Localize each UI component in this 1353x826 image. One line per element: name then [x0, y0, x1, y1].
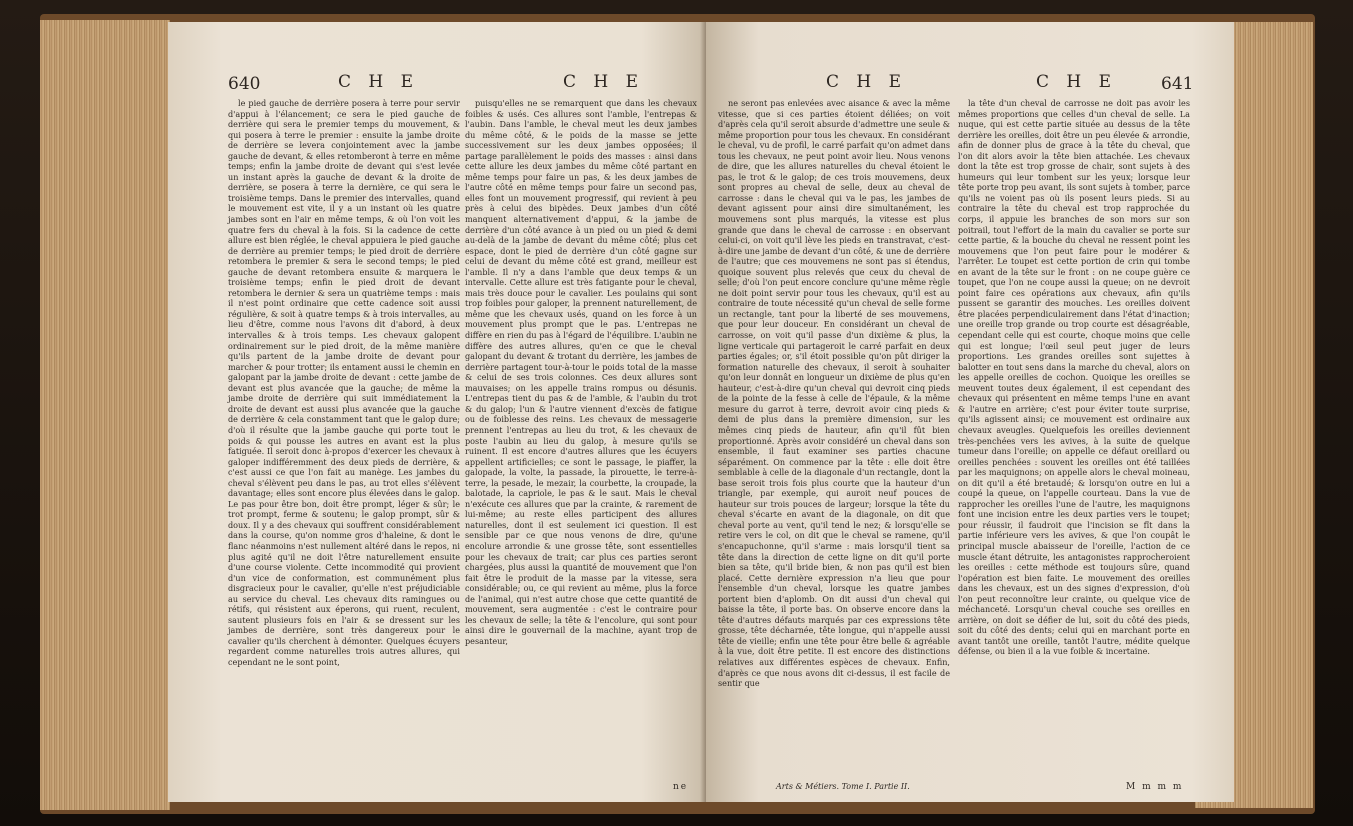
- running-head-right-b: C H E: [1036, 72, 1118, 92]
- left-page-edges: [40, 20, 170, 810]
- column-text: puisqu'elles ne se remarquent que dans les chevaux foibles & usés. Ces allures sont l'amble, l'entrepas & l'aubin. Dans l'amble, le cheval meut les deux jambes du même côté, & le poids de la masse se jette successivement sur les deux jambes opposées; il partage parallèlement le poids des masses : ainsi dans cette allure les deux jambes du même côté partant en même temps pour faire un pas, & les deux jambes de l'autre côté en même temps pour faire un second pas, elles font un mouvement progressif, qui revient à peu près à celui des bipèdes. Deux jambes d'un côté manquent alternativement d'appui, & la jambe de derrière d'un côté avance à un pied ou un pied & demi au-delà de la jambe de devant du même côté; plus cet espace, dont le pied de derrière d'un côté gagne sur celui de devant du même côté est grand, meilleur est l'amble. Il n'y a dans l'amble que deux temps & un intervalle. Cette allure est très fatigante pour le cheval, mais très douce pour le cavalier. Les poulains qui sont trop foibles pour galoper, la prennent naturellement, de même que les chevaux usés, quand on les force à un mouvement plus prompt que le pas. L'entrepas ne diffère en rien du pas à l'égard de l'équilibre. L'aubin ne diffère des autres allures, qu'en ce que le cheval galopant du devant & trotant du derrière, les jambes de derrière partagent tour-à-tour le poids total de la masse & celui de ses trois colonnes. Ces deux allures sont mauvaises; on les appelle trains rompus ou désunis. L'entrepas tient du pas & de l'amble, & l'aubin du trot & du galop; l'un & l'autre viennent d'excès de fatigue ou de foiblesse des reins. Les chevaux de messagerie prennent l'entrepas au lieu du trot, & les chevaux de poste l'aubin au lieu du galop, à mesure qu'ils se ruinent. Il est encore d'autres allures que les écuyers appellent artificielles; ce sont le passage, le piaffer, la galopade, la volte, la passade, la pirouette, le terre-à-terre, la pesade, le mezair, la courbette, la croupade, la balotade, la capriole, le pas & le saut. Mais le cheval n'exécute ces allures que par la crainte, & rarement de lui-même; au reste elles participent des allures naturelles, dont il est seulement ici question. Il est sensible par ce que nous venons de dire, qu'une encolure arrondie & une grosse tête, sont essentielles pour les chevaux de trait; car plus ces parties seront chargées, plus aussi la quantité de mouvement que l'on fait être le produit de la masse par la vitesse, sera considérable; ou, ce qui revient au même, plus la force de l'animal, qui n'est autre chose que cette quantité de mouvement, sera augmentée : c'est le contraire pour les chevaux de selle; la tête & l'encolure, qui sont pour ainsi dire le gouvernail de la machine, ayant trop de pesanteur,: [465, 98, 697, 646]
- text-column-right-a: [718, 98, 950, 689]
- running-head-right-a: C H E: [826, 72, 908, 92]
- catchword: ne: [673, 782, 689, 792]
- text-column-left-a: [228, 98, 460, 668]
- column-text: le pied gauche de derrière posera à terre pour servir d'appui à l'élancement; ce sera le pied gauche de derrière qui sera le premier temps du mouvement, & qui posera à terre le premier : ensuite la jambe droite de derrière se levera conjointement avec la jambe gauche de devant, & elles retomberont à terre en même temps; enfin la jambe droite de devant qui s'est levée un instant après la gauche de devant & la droite de derrière, se posera à terre la dernière, ce qui sera le troisième temps. Dans le premier des intervalles, quand le mouvement est vite, il y a un instant où les quatre jambes sont en l'air en même temps, & où l'on voit les quatre fers du cheval à la fois. Si la cadence de cette allure est bien réglée, le cheval appuiera le pied gauche de derrière au premier temps; le pied droit de derrière retombera le premier & sera le second temps; le pied gauche de devant retombera ensuite & marquera le troisième temps; enfin le pied droit de devant retombera le dernier & sera un quatrième temps : mais il n'est point ordinaire que cette cadence soit aussi régulière, & soit à quatre temps & à trois intervalles, au lieu d'être, comme nous l'avons dit d'abord, à deux intervalles & à trois temps. Les chevaux galopent ordinairement sur le pied droit, de la même manière qu'ils partent de la jambe droite de devant pour marcher & pour trotter; ils entament aussi le chemin en galopant par la jambe droite de devant : cette jambe de devant est plus avancée que la gauche; de même la jambe droite de derrière qui suit immédiatement la droite de devant est aussi plus avancée que la gauche de derrière & cela constamment tant que le galop dure; d'où il résulte que la jambe gauche qui porte tout le poids & qui pousse les autres en avant est la plus fatiguée. Il seroit donc à-propos d'exercer les chevaux à galoper indifféremment des deux pieds de derrière, & c'est aussi ce que l'on fait au manège. Les jambes du cheval s'élèvent peu dans le pas, au trot elles s'élèvent davantage; elles sont encore plus élevées dans le galop. Le pas pour être bon, doit être prompt, léger & sûr; le trot prompt, ferme & soutenu; le galop prompt, sûr & doux. Il y a des chevaux qui souffrent considérablement dans la course, qu'on nomme gros d'haleine, & dont le flanc néanmoins n'est nullement altéré dans le repos, ni plus agité qu'il ne doit l'être naturellement ensuite d'une course violente. Cette incommodité qui provient d'un vice de conformation, est communément plus disgracieux pour le cavalier, qu'elle n'est préjudiciable au service du cheval. Les chevaux dits ramingues ou rétifs, qui résistent aux éperons, qui ruent, reculent, sautent plusieurs fois en l'air & se dressent sur les jambes de derrière, sont très dangereux pour le cavalier qu'ils cherchent à démonter. Quelques écuyers regardent comme naturelles trois autres allures, qui cependant ne le sont point,: [228, 98, 460, 667]
- page-number-left: 640: [228, 74, 261, 94]
- running-head-left-a: C H E: [338, 72, 420, 92]
- left-page: [168, 22, 706, 802]
- text-column-left-b: [465, 98, 697, 646]
- column-text: la tête d'un cheval de carrosse ne doit pas avoir les mêmes proportions que celles d'un cheval de selle. La nuque, qui est cette partie située au dessus de la tête derrière les oreilles, doit être un peu élevée & arrondie, afin de donner plus de grace à la tête du cheval, que l'on dit alors avoir la tête bien attachée. Les chevaux dont la tête est trop grosse de chair, sont sujets à des humeurs qui leur tombent sur les yeux; lorsque leur tête porte trop peu avant, ils sont sujets à tomber, parce qu'ils ne voient pas où ils posent leurs pieds. Si au contraire la tête du cheval est trop rapprochée du corps, il appuie les branches de son mors sur son poitrail, tout l'effort de la main du cavalier se porte sur cette partie, & la bouche du cheval ne ressent point les mouvemens que l'on peut faire pour le modérer & l'arrêter. Le toupet est cette portion de crin qui tombe en avant de la tête sur le front : on ne coupe guère ce toupet, que l'on ne coupe aussi la queue; on ne devroit point faire ces opérations aux chevaux, afin qu'ils pussent se garantir des mouches. Les oreilles doivent être placées perpendiculairement dans l'état d'inaction; une oreille trop grande ou trop courte est désagréable, cependant celle qui est courte, choque moins que celle qui est longue; l'œil seul peut juger de leurs proportions. Les grandes oreilles sont sujettes à balotter en tout sens dans la marche du cheval, alors on les appelle oreilles de cochon. Quoique les oreilles se meuvent toutes deux également, il est cependant des chevaux qui présentent en même temps l'une en avant & l'autre en arrière; c'est pour éviter toute surprise, qu'ils agissent ainsi; ce mouvement est ordinaire aux chevaux aveugles. Quelquefois les oreilles deviennent très-penchées vers les avives, à la suite de quelque tumeur dans l'oreille; on appelle ce défaut oreillard ou oreilles penchées : souvent les oreilles ont été taillées par les maquignons; on appelle alors le cheval moineau, on dit qu'il a été bretaudé; & lorsqu'on outre en lui a coupé la queue, on l'appelle courteau. Dans la vue de rapprocher les oreilles l'une de l'autre, les maquignons font une incision entre les deux parties vers le toupet; pour réussir, il faudroit que l'incision se fît dans la partie inférieure vers les avives, & que l'on coupât le principal muscle abaisseur de l'oreille, l'action de ce muscle étant détruite, les antagonistes rapprocheroient les oreilles : cette méthode est toujours sûre, quand l'opération est bien faite. Le mouvement des oreilles dans les chevaux, est un des signes d'expression, d'où l'on peut reconnoître leur crainte, ou quelque vice de méchanceté. Lorsqu'un cheval couche ses oreilles en arrière, on doit se défier de lui, soit du côté des pieds, soit du côté des dents; celui qui en marchant porte en avant tantôt une oreille, tantôt l'autre, médite quelque défense, ou bien il a la vue foible & incertaine.: [958, 98, 1190, 657]
- page-footer: Arts & Métiers. Tome I. Partie II.: [776, 782, 910, 791]
- column-text: ne seront pas enlevées avec aisance & avec la même vitesse, que si ces parties étoient déliées; on voit d'après cela qu'il seroit absurde d'admettre une seule & même proportion pour tous les chevaux. En considérant le cheval, vu de profil, le carré parfait qu'on admet dans tous les chevaux, ne peut point avoir lieu. Nous venons de dire, que les allures naturelles du cheval étoient le pas, le trot & le galop; de ces trois mouvemens, deux sont propres au cheval de selle, deux au cheval de carrosse : dans le cheval qui va le pas, les jambes de devant agissent pour ainsi dire simultanément, les mouvemens sont plus marqués, la vitesse est plus grande que dans le cheval de carrosse : en observant celui-ci, on voit qu'il lève les pieds en transtravat, c'est-à-dire une jambe de devant d'un côté, & une de derrière de l'autre; que ces mouvemens ne sont pas si étendus, quoique souvent plus relevés que ceux du cheval de selle; d'où l'on peut encore conclure qu'une même règle ne doit point servir pour tous les chevaux, qu'il est au contraire de toute nécessité qu'un cheval de selle forme un rectangle, tant pour la liberté de ses mouvemens, que pour leur douceur. En considérant un cheval de carrosse, on voit qu'il passe d'un dixième & plus, la ligne verticale qui partageroit le carré parfait en deux parties égales; or, s'il étoit possible qu'on pût diriger la formation naturelle des chevaux, il seroit à souhaiter qu'on leur donnât en longueur un dixième de plus qu'en hauteur, c'est-à-dire qu'un cheval qui devroit cinq pieds de la pointe de la fesse à celle de l'épaule, & la même mesure du garrot à terre, devroit avoir cinq pieds & demi de plus dans la première dimension, sur les mêmes cinq pieds de hauteur, afin qu'il fût bien proportionné. Après avoir considéré un cheval dans son ensemble, il faut examiner ses parties chacune séparément. On commence par la tête : elle doit être semblable à celle de la diagonale d'un rectangle, dont la base seroit trois fois plus courte que la hauteur d'un triangle, par exemple, qui auroit neuf pouces de hauteur sur trois pouces de largeur; lorsque la tête du cheval s'écarte en avant de la diagonale, on dit que cheval porte au vent, qu'il tend le nez; & lorsqu'elle se retire vers le col, on dit que le cheval se ramene, qu'il s'encapuchonne, qu'il s'arme : mais lorsqu'il tient sa tête dans la direction de cette ligne on dit qu'il porte bien sa tête, qu'il bride bien, & non pas qu'il est bien placé. Cette dernière expression n'a lieu que pour l'ensemble d'un cheval, lorsque les quatre jambes portent bien d'aplomb. On dit aussi d'un cheval qui baisse la tête, il porte bas. On observe encore dans la tête d'autres défauts marqués par ces expressions tête grosse, tête décharnée, tête longue, qui n'appelle aussi tête de vieille; enfin une tête pour être belle & agréable à la vue, doit être petite. Il est encore des distinctions relatives aux différentes espèces de chevaux. Enfin, d'après ce que nous avons dit ci-dessus, il est facile de sentir que: [718, 98, 950, 689]
- signature-mark: M m m m: [1126, 782, 1184, 792]
- text-column-right-b: [958, 98, 1190, 657]
- right-page: [706, 22, 1234, 802]
- page-number-right: 641: [1161, 74, 1194, 94]
- running-head-left-b: C H E: [563, 72, 645, 92]
